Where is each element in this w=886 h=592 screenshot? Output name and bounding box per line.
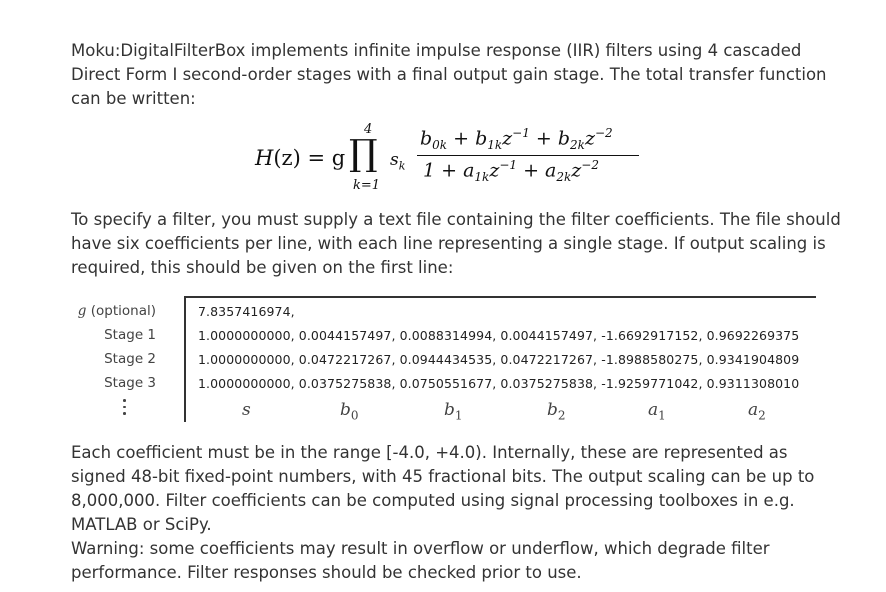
row-label-stage-3: Stage 3 [104, 375, 156, 391]
row-label-stage-1: Stage 1 [104, 327, 156, 343]
fraction-bar [417, 155, 639, 156]
product-upper-limit: 4 [364, 122, 373, 137]
coefficient-table [78, 296, 818, 426]
formula-numerator: $b_{0k} + b_{1k}z^{-1} + b_{2k}z^{-2}$ [420, 126, 613, 153]
formula-denominator: $1 + a_{1k}z^{-1} + a_{2k}z^{-2}$ [423, 158, 599, 185]
spec-paragraph: To specify a filter, you must supply a text file containing the filter coefficients. The file should have six coefficients per line, with each line representing a single stage. If output scaling is required, this should be given on the first line: [71, 210, 841, 277]
transfer-function-formula [255, 120, 655, 200]
stage-1-coefficients: 1.0000000000, 0.0044157497, 0.0088314994, 0.0044157497, -1.6692917152, 0.9692269375 [198, 328, 800, 343]
column-header-b2: $b_2$ [547, 400, 566, 423]
warning-paragraph: Warning: some coefficients may result in overflow or underflow, which degrade filter performance. Filter responses should be checked prior to use. [71, 539, 770, 582]
column-header-b1: $b_1$ [444, 400, 463, 423]
table-top-rule [184, 296, 816, 298]
table-left-rule [184, 296, 186, 422]
formula-lhs: H(z) = g [255, 146, 346, 170]
column-header-b0: $b_0$ [340, 400, 359, 423]
product-lower-limit: k=1 [353, 178, 381, 193]
column-header-s: s [242, 400, 251, 420]
vertical-ellipsis-icon [122, 399, 128, 419]
range-paragraph: Each coefficient must be in the range [-4.0, +4.0). Internally, these are represented as signed 48-bit fixed-point numbers, with 45 fractional bits. The output scaling can be up to 8,000,000. Filter coefficients can be computed using signal processing toolboxes in e.g. MATLAB or SciPy. [71, 443, 815, 534]
stage-gain-symbol: $s_k$ [390, 150, 406, 173]
gain-value: 7.8357416974, [198, 304, 295, 319]
row-label-gain: g (optional) [77, 303, 156, 319]
stage-2-coefficients: 1.0000000000, 0.0472217267, 0.0944434535, 0.0472217267, -1.8988580275, 0.9341904809 [198, 352, 800, 367]
intro-paragraph: Moku:DigitalFilterBox implements infinite impulse response (IIR) filters using 4 cascaded Direct Form I second-order stages with a final output gain stage. The total transfer function can be written: [71, 41, 827, 108]
column-header-a2: $a_2$ [748, 400, 766, 423]
row-label-stage-2: Stage 2 [104, 351, 156, 367]
stage-3-coefficients: 1.0000000000, 0.0375275838, 0.0750551677, 0.0375275838, -1.9259771042, 0.9311308010 [198, 376, 800, 391]
product-symbol: ∏ [349, 133, 378, 174]
column-header-a1: $a_1$ [648, 400, 666, 423]
